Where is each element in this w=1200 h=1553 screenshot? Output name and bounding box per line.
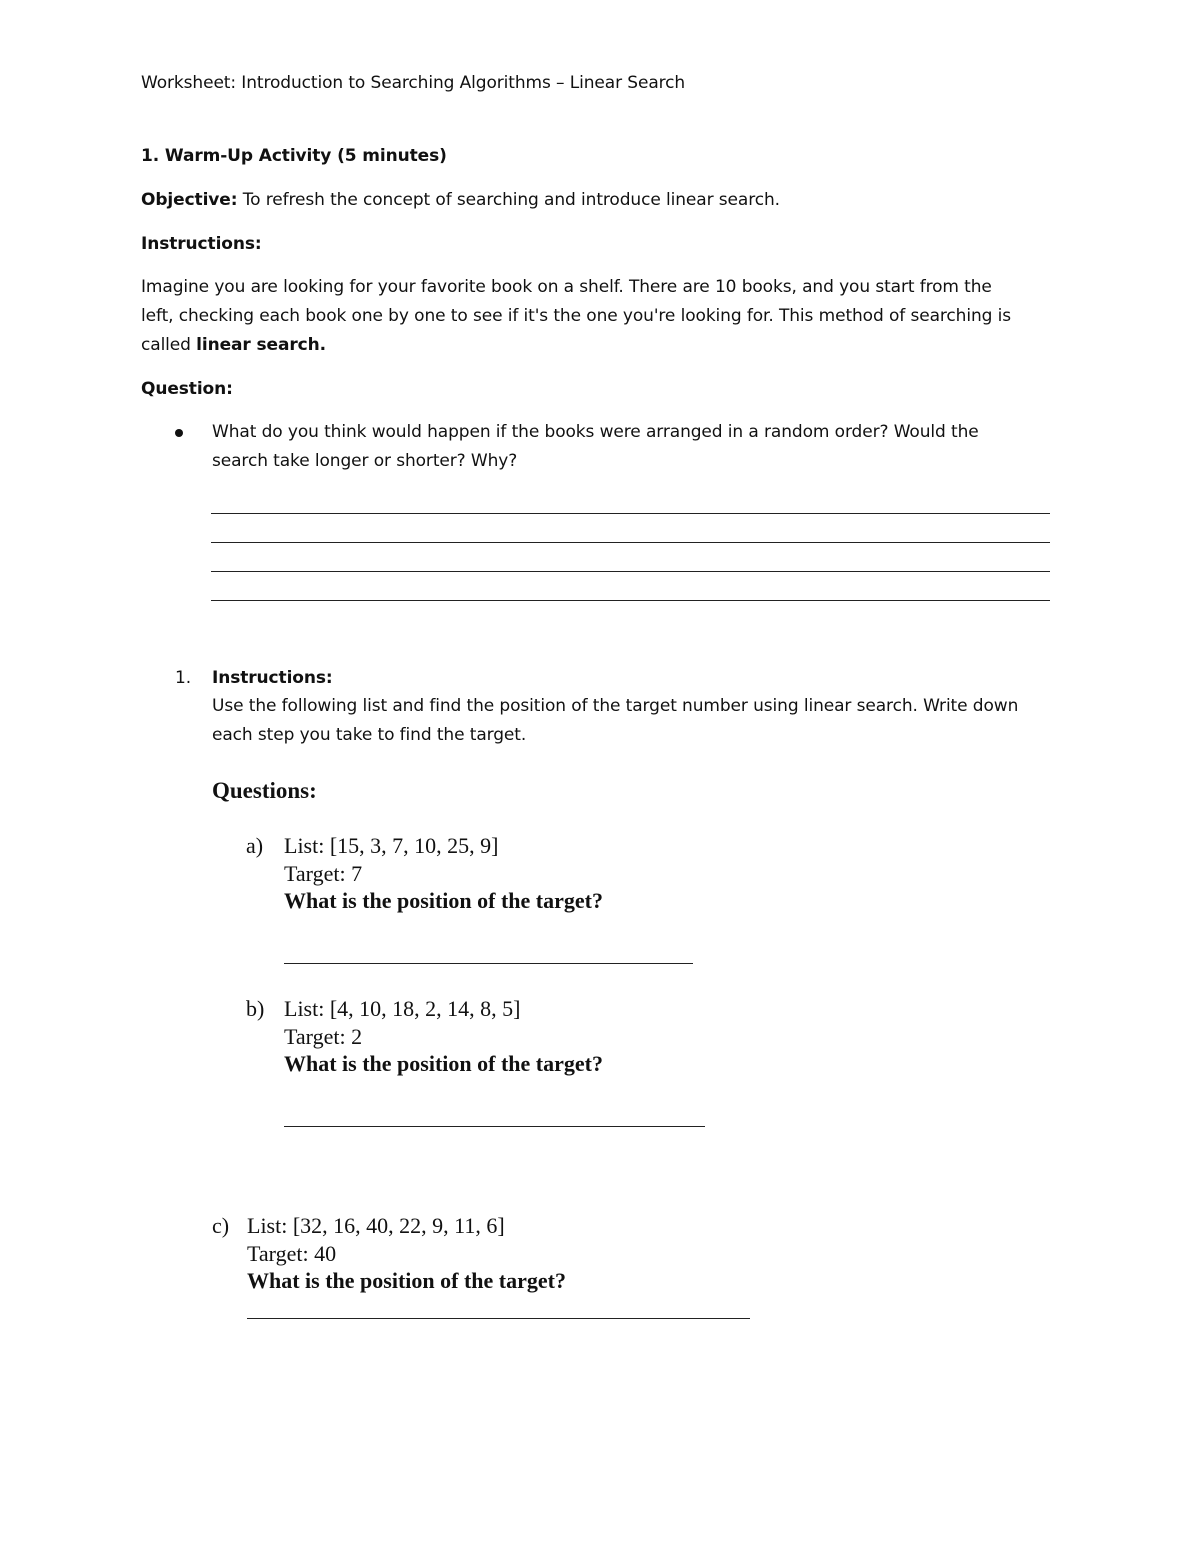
question-c-target: Target: 40 (247, 1241, 337, 1266)
question-c-prompt: What is the position of the target? (247, 1268, 566, 1293)
paragraph-line-3-prefix: called (141, 335, 197, 355)
section2-number: 1. (175, 668, 192, 688)
answer-line[interactable] (211, 571, 1050, 572)
question-b-letter: b) (246, 996, 265, 1021)
question-c-list: List: [32, 16, 40, 22, 9, 11, 6] (247, 1213, 505, 1238)
question-c-answer-line[interactable] (247, 1318, 750, 1319)
question-b-answer-line[interactable] (284, 1126, 705, 1127)
objective-text: To refresh the concept of searching and introduce linear search. (242, 190, 780, 210)
question-label: Question: (141, 379, 233, 399)
paragraph-line-2: left, checking each book one by one to see if it's the one you're looking for. This method of searching is (141, 306, 1012, 326)
bullet-question-line-2: search take longer or shorter? Why? (212, 451, 518, 471)
question-b-list: List: [4, 10, 18, 2, 14, 8, 5] (284, 996, 521, 1021)
question-b-target: Target: 2 (284, 1024, 363, 1049)
question-a-target: Target: 7 (284, 861, 363, 886)
question-a-prompt: What is the position of the target? (284, 888, 603, 913)
question-b-prompt: What is the position of the target? (284, 1051, 603, 1076)
worksheet-title: Worksheet: Introduction to Searching Algorithms – Linear Search (141, 73, 686, 93)
paragraph-line-1: Imagine you are looking for your favorite book on a shelf. There are 10 books, and you start from the (141, 277, 992, 297)
instructions-label: Instructions: (141, 234, 262, 254)
bullet-question-line-1: What do you think would happen if the books were arranged in a random order? Would the (212, 422, 979, 442)
section2-text-line-2: each step you take to find the target. (212, 725, 527, 745)
answer-line[interactable] (211, 513, 1050, 514)
objective-label: Objective: (141, 190, 238, 210)
section2-instructions-label: Instructions: (212, 668, 333, 688)
answer-line[interactable] (211, 600, 1050, 601)
question-a-answer-line[interactable] (284, 963, 693, 964)
objective-row (141, 190, 780, 210)
questions-heading: Questions: (212, 778, 317, 803)
bullet-icon (175, 429, 183, 437)
paragraph-line-3 (141, 335, 326, 355)
question-c-letter: c) (212, 1213, 230, 1238)
question-a-list: List: [15, 3, 7, 10, 25, 9] (284, 833, 499, 858)
linear-search-term: linear search. (196, 335, 326, 355)
answer-line[interactable] (211, 542, 1050, 543)
warmup-heading: 1. Warm-Up Activity (5 minutes) (141, 146, 447, 166)
section2-text-line-1: Use the following list and find the position of the target number using linear search. Write down (212, 696, 1019, 716)
question-a-letter: a) (246, 833, 264, 858)
